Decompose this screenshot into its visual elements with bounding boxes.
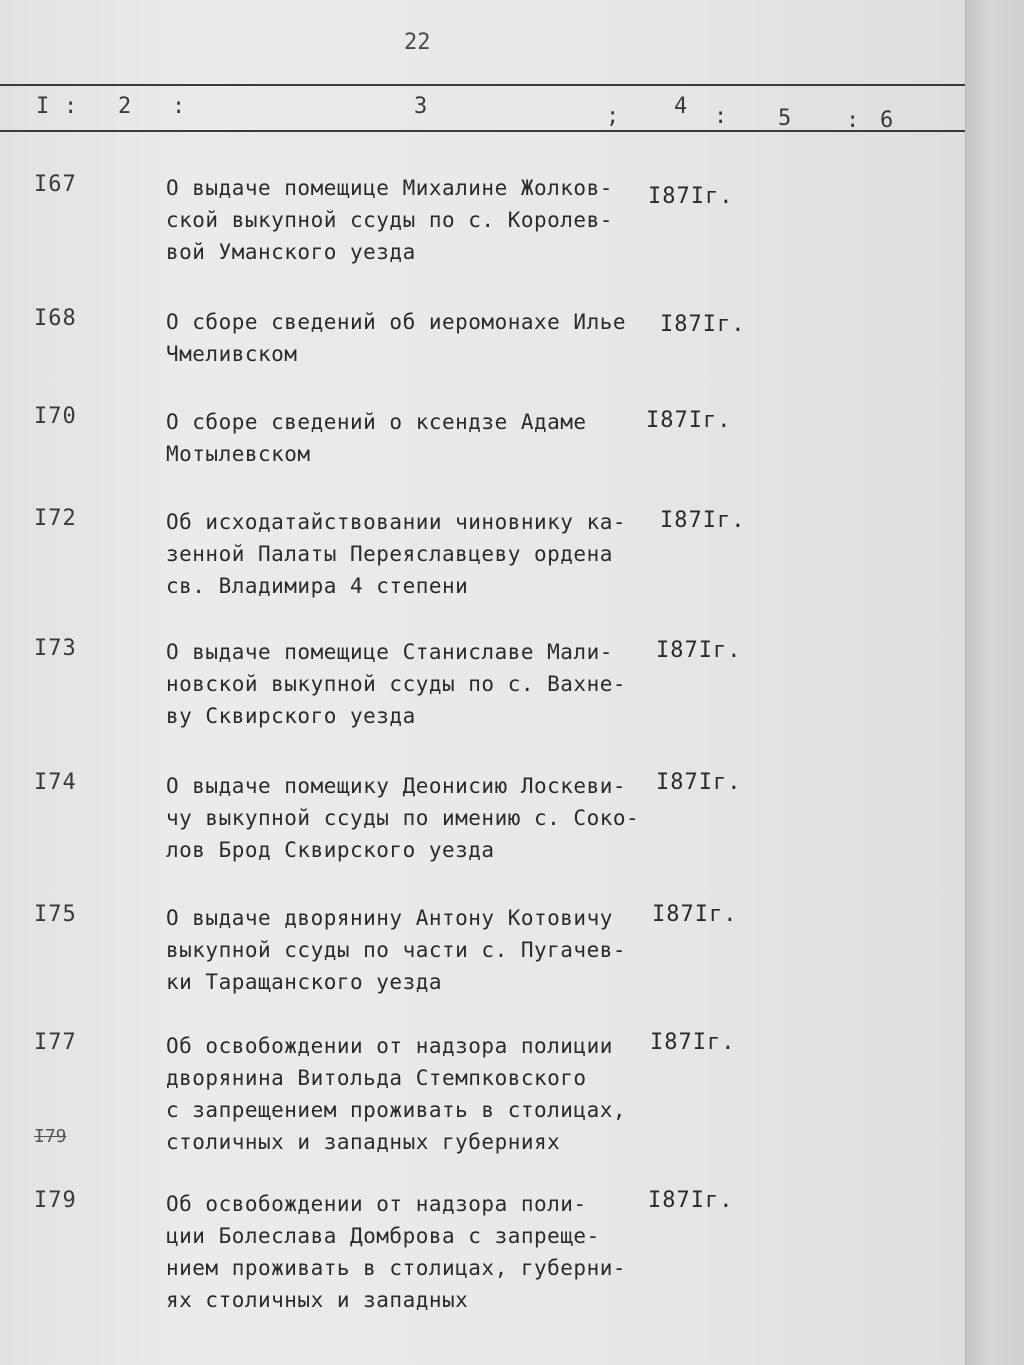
column-separator: : [172, 94, 186, 119]
column-header-6: 6 [880, 108, 894, 133]
entry-description [166, 636, 646, 732]
entry-line: О выдаче помещику Деонисию Лоскеви- [166, 774, 627, 798]
entry-line: О сборе сведений о ксендзе Адаме [166, 410, 587, 434]
entry-line: Чмеливском [166, 342, 298, 366]
entry-number: I68 [34, 306, 77, 331]
entry-description [166, 1030, 646, 1158]
entry-line: ской выкупной ссуды по с. Королев- [166, 208, 613, 232]
column-header-4: 4 [674, 94, 688, 119]
entry-number: I72 [34, 506, 77, 531]
entry-line: ции Болеслава Домброва с запреще- [166, 1224, 600, 1248]
entry-year: I87Iг. [652, 902, 738, 927]
entry-line: лов Брод Сквирского уезда [166, 838, 495, 862]
column-separator: : [846, 108, 860, 133]
header-rule-top [0, 84, 965, 86]
entry-line: Об освобождении от надзора полиции [166, 1034, 613, 1058]
entry-number: I75 [34, 902, 77, 927]
column-separator: : [64, 94, 78, 119]
entry-number: I79 [34, 1188, 77, 1213]
entry-line: ву Сквирского уезда [166, 704, 416, 728]
entry-year: I87Iг. [650, 1030, 736, 1055]
entry-year: I87Iг. [656, 770, 742, 795]
entry-line: новской выкупной ссуды по с. Вахне- [166, 672, 627, 696]
entry-year: I87Iг. [656, 638, 742, 663]
struck-out-number: I79 [34, 1126, 67, 1147]
page-number: 22 [404, 30, 431, 55]
entry-line: выкупной ссуды по части с. Пугачев- [166, 938, 627, 962]
entry-number: I77 [34, 1030, 77, 1055]
column-header-5: 5 [778, 106, 792, 131]
entry-line: О выдаче помещице Станиславе Мали- [166, 640, 613, 664]
entry-line: О сборе сведений об иеромонахе Илье [166, 310, 627, 334]
entry-line: столичных и западных губерниях [166, 1130, 561, 1154]
entry-year: I87Iг. [660, 312, 746, 337]
entry-year: I87Iг. [648, 184, 734, 209]
entry-number: I67 [34, 172, 77, 197]
entry-line: Об исходатайствовании чиновнику ка- [166, 510, 627, 534]
column-separator: : [714, 104, 728, 129]
entry-line: О выдаче дворянину Антону Котовичу [166, 906, 613, 930]
entry-description [166, 506, 646, 602]
entry-year: I87Iг. [660, 508, 746, 533]
entry-description [166, 406, 646, 470]
column-separator: ; [606, 104, 620, 129]
header-rule-bottom [0, 130, 965, 132]
entry-line: Мотылевском [166, 442, 311, 466]
column-header-3: 3 [414, 94, 428, 119]
page-edge [965, 0, 1024, 1365]
entry-line: нием проживать в столицах, губерни- [166, 1256, 627, 1280]
entry-line: св. Владимира 4 степени [166, 574, 469, 598]
entry-line: ях столичных и западных [166, 1288, 469, 1312]
entry-line: зенной Палаты Переяславцеву ордена [166, 542, 613, 566]
entry-description [166, 1188, 646, 1316]
entry-description [166, 902, 646, 998]
entry-description [166, 172, 646, 268]
entry-line: вой Уманского уезда [166, 240, 416, 264]
entry-line: чу выкупной ссуды по имению с. Соко- [166, 806, 640, 830]
entry-year: I87Iг. [648, 1188, 734, 1213]
entry-line: с запрещением проживать в столицах, [166, 1098, 627, 1122]
entry-year: I87Iг. [646, 408, 732, 433]
entry-number: I73 [34, 636, 77, 661]
entry-line: дворянина Витольда Стемпковского [166, 1066, 587, 1090]
entry-number: I70 [34, 404, 77, 429]
column-header-1: I [36, 94, 50, 119]
entry-line: О выдаче помещице Михалине Жолков- [166, 176, 613, 200]
column-header-2: 2 [118, 94, 132, 119]
entry-line: ки Таращанского уезда [166, 970, 443, 994]
entry-description [166, 306, 646, 370]
entry-description [166, 770, 646, 866]
entry-number: I74 [34, 770, 77, 795]
entry-line: Об освобождении от надзора поли- [166, 1192, 587, 1216]
